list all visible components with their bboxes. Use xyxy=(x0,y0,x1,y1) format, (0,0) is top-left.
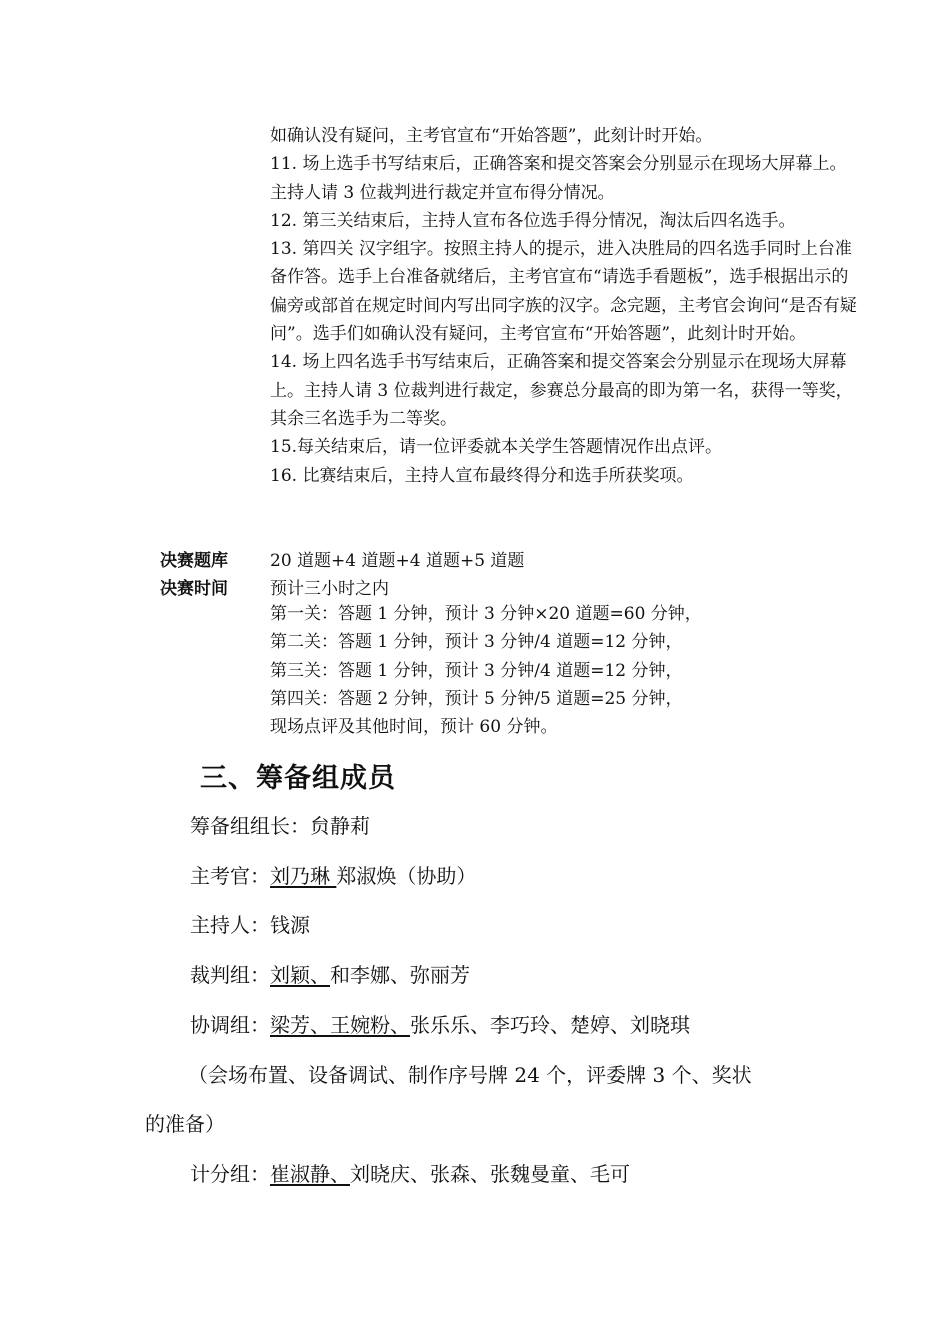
final-time-value: 预计三小时之内 xyxy=(270,579,389,599)
coordination-label: 协调组： xyxy=(190,1013,270,1037)
examiner-underlined: 刘乃琳 xyxy=(270,864,337,888)
leader-line: 筹备组组长：贠静莉 xyxy=(190,814,370,838)
procedure-steps xyxy=(270,122,860,490)
scoring-line xyxy=(190,1158,630,1187)
judges-label: 裁判组： xyxy=(190,963,270,987)
round-line: 现场点评及其他时间，预计 60 分钟。 xyxy=(270,717,558,738)
procedure-step: 14. 场上四名选手书写结束后，正确答案和提交答案会分别显示在现场大屏幕上。主持人请 3 位裁判进行裁定，参赛总分最高的即为第一名，获得一等奖，其余三名选手为二等奖。 xyxy=(270,352,853,429)
procedure-step: 15.每关结束后，请一位评委就本关学生答题情况作出点评。 xyxy=(270,437,723,458)
examiner-line xyxy=(190,860,476,889)
procedure-step: 如确认没有疑问，主考官宣布“开始答题”，此刻计时开始。 xyxy=(270,126,713,146)
judges-underlined: 刘颖、 xyxy=(270,963,330,987)
examiner-label: 主考官： xyxy=(190,864,270,888)
judges-line xyxy=(190,959,470,988)
round-schedule xyxy=(270,600,702,741)
coordination-rest: 张乐乐、李巧玲、楚婷、刘晓琪 xyxy=(410,1013,690,1037)
question-bank-label: 决赛题库 xyxy=(160,551,228,571)
round-line: 第一关：答题 1 分钟，预计 3 分钟×20 道题=60 分钟， xyxy=(270,604,702,624)
procedure-step: 13. 第四关 汉字组字。按照主持人的提示，进入决胜局的四名选手同时上台准备作答。选手上台准备就绪后，主考官宣布“请选手看题板”，选手根据出示的偏旁或部首在规定时间内写出同字族的汉字。念完题，主考官会询问“是否有疑问”。选手们如确认没有疑问，主考官宣布“开始答题”，此刻计时开始。 xyxy=(270,239,857,345)
judges-rest: 和李娜、弥丽芳 xyxy=(330,963,470,987)
round-line: 第三关：答题 1 分钟，预计 3 分钟/4 道题=12 分钟， xyxy=(270,660,683,681)
host-line: 主持人：钱源 xyxy=(190,913,310,937)
round-line: 第四关：答题 2 分钟，预计 5 分钟/5 道题=25 分钟， xyxy=(270,688,683,709)
coordination-underlined: 梁芳、王婉粉、 xyxy=(270,1013,410,1037)
section-heading: 三、筹备组成员 xyxy=(200,763,396,794)
round-line: 第二关：答题 1 分钟，预计 3 分钟/4 道题=12 分钟， xyxy=(270,632,683,653)
final-time-label: 决赛时间 xyxy=(160,579,228,599)
scoring-underlined: 崔淑静、 xyxy=(270,1162,350,1186)
scoring-label: 计分组： xyxy=(190,1162,270,1186)
examiner-rest: 郑淑焕（协助） xyxy=(336,864,477,888)
procedure-step: 12. 第三关结束后，主持人宣布各位选手得分情况，淘汰后四名选手。 xyxy=(270,210,796,231)
question-bank-value: 20 道题+4 道题+4 道题+5 道题 xyxy=(270,551,525,571)
scoring-rest: 刘晓庆、张森、张魏曼童、毛可 xyxy=(350,1162,630,1186)
procedure-step: 11. 场上选手书写结束后，正确答案和提交答案会分别显示在现场大屏幕上。主持人请 3 位裁判进行裁定并宣布得分情况。 xyxy=(270,154,847,203)
coordination-note-line2: 的准备） xyxy=(145,1112,225,1136)
coordination-note-line1: （会场布置、设备调试、制作序号牌 24 个，评委牌 3 个、奖状 xyxy=(188,1063,752,1087)
procedure-step: 16. 比赛结束后，主持人宣布最终得分和选手所获奖项。 xyxy=(270,465,694,486)
coordination-line xyxy=(190,1009,690,1038)
